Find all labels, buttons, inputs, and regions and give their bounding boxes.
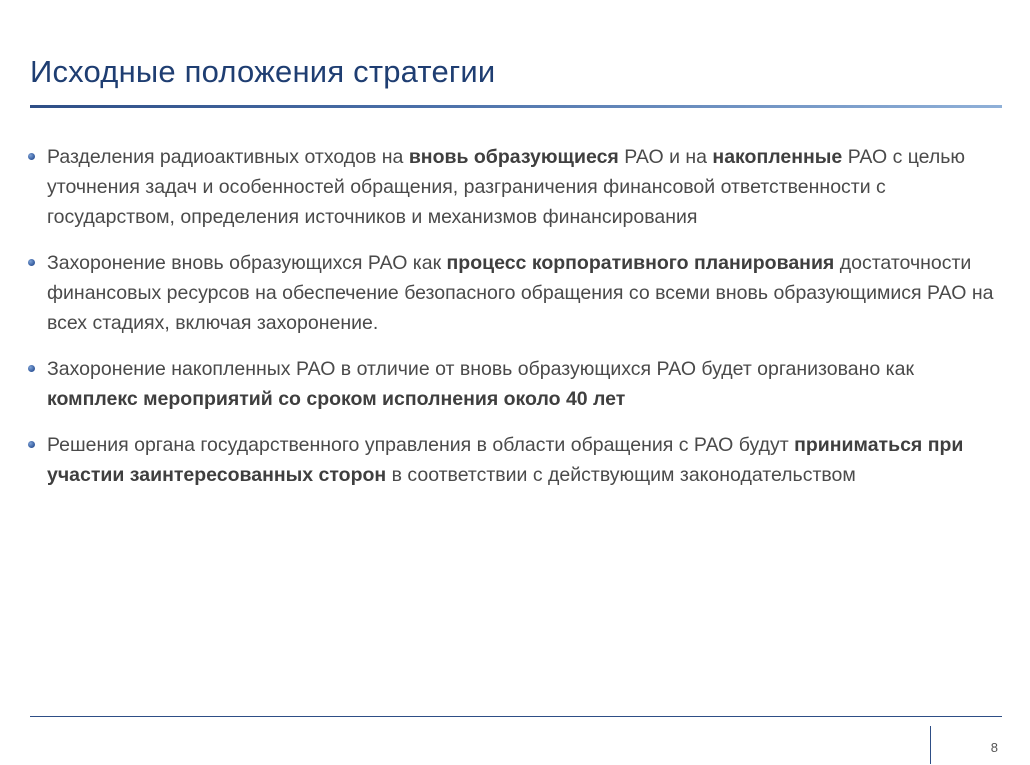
bullet-emphasis: комплекс мероприятий со сроком исполнения около 40 лет — [47, 388, 626, 410]
bullet-item — [28, 248, 1003, 338]
bullet-dot-icon — [28, 259, 35, 266]
bullet-emphasis: накопленные — [712, 146, 843, 168]
bullet-dot-icon — [28, 441, 35, 448]
bullet-segment: РАО и на — [618, 146, 713, 168]
footer-divider — [30, 716, 1002, 717]
page-number: 8 — [990, 740, 998, 755]
bullet-segment: Захоронение вновь образующихся РАО как — [47, 252, 447, 274]
bullet-list — [28, 142, 1003, 506]
bullet-text — [47, 358, 914, 410]
title-divider — [30, 105, 1002, 108]
bullet-item — [28, 142, 1003, 232]
bullet-emphasis: приниматься при участии заинтересованных сторон — [47, 434, 964, 486]
bullet-segment: в соответствии с действующим законодательством — [386, 464, 856, 486]
bullet-segment: Решения органа государственного управления в области обращения с РАО будут — [47, 434, 795, 456]
page-number-separator — [930, 726, 931, 764]
bullet-segment: РАО с целью уточнения задач и особенностей обращения, разграничения финансовой ответственности с государством, определения источников и механизмов финансирования — [47, 146, 966, 228]
bullet-segment: Захоронение накопленных РАО в отличие от вновь образующихся РАО будет организовано как — [47, 358, 914, 380]
bullet-emphasis: процесс корпоративного планирования — [446, 252, 835, 274]
bullet-dot-icon — [28, 365, 35, 372]
bullet-text — [47, 146, 965, 228]
bullet-segment: Разделения радиоактивных отходов на — [47, 146, 409, 168]
bullet-segment: достаточности финансовых ресурсов на обеспечение безопасного обращения со всеми вновь образующимися РАО на всех стадиях, включая захоронение. — [47, 252, 994, 334]
bullet-item — [28, 354, 1003, 414]
bullet-item — [28, 430, 1003, 490]
bullet-text — [47, 252, 993, 334]
slide-title: Исходные положения стратегии — [30, 54, 496, 89]
bullet-dot-icon — [28, 153, 35, 160]
bullet-text — [47, 434, 963, 486]
bullet-emphasis: вновь образующиеся — [408, 146, 619, 168]
